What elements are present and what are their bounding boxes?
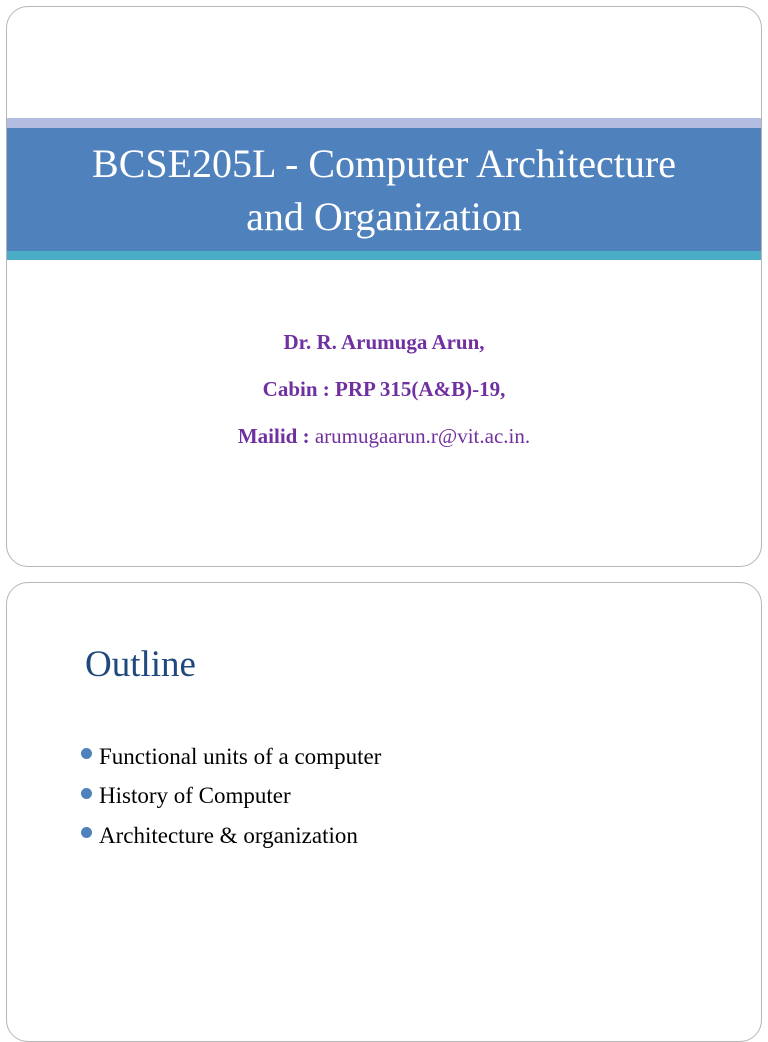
slide-title-line-2: and Organization	[246, 193, 522, 239]
author-info	[7, 319, 761, 460]
slide-title	[92, 137, 676, 243]
author-name: Dr. R. Arumuga Arun,	[283, 330, 485, 354]
outline-title: Outline	[85, 644, 196, 685]
cabin-info: Cabin : PRP 315(A&B)-19,	[262, 377, 506, 401]
mail-label: Mailid :	[237, 424, 310, 448]
list-item	[81, 816, 381, 856]
bullet-icon	[81, 788, 92, 799]
title-band	[7, 128, 761, 251]
bullet-icon	[81, 748, 92, 759]
title-band-top-stripe	[7, 118, 761, 128]
list-item-label: History of Computer	[99, 783, 291, 809]
title-slide	[6, 6, 762, 567]
list-item	[81, 737, 381, 777]
mail-line	[7, 413, 761, 460]
list-item-label: Architecture & organization	[99, 822, 358, 848]
title-band-bottom-stripe	[7, 251, 761, 260]
outline-list	[81, 737, 381, 856]
slide-title-line-1: BCSE205L - Computer Architecture	[92, 140, 676, 186]
outline-slide	[6, 582, 762, 1042]
mail-address: arumugaarun.r@vit.ac.in.	[314, 424, 531, 448]
list-item-label: Functional units of a computer	[99, 743, 382, 769]
list-item	[81, 777, 381, 817]
bullet-icon	[81, 827, 92, 838]
